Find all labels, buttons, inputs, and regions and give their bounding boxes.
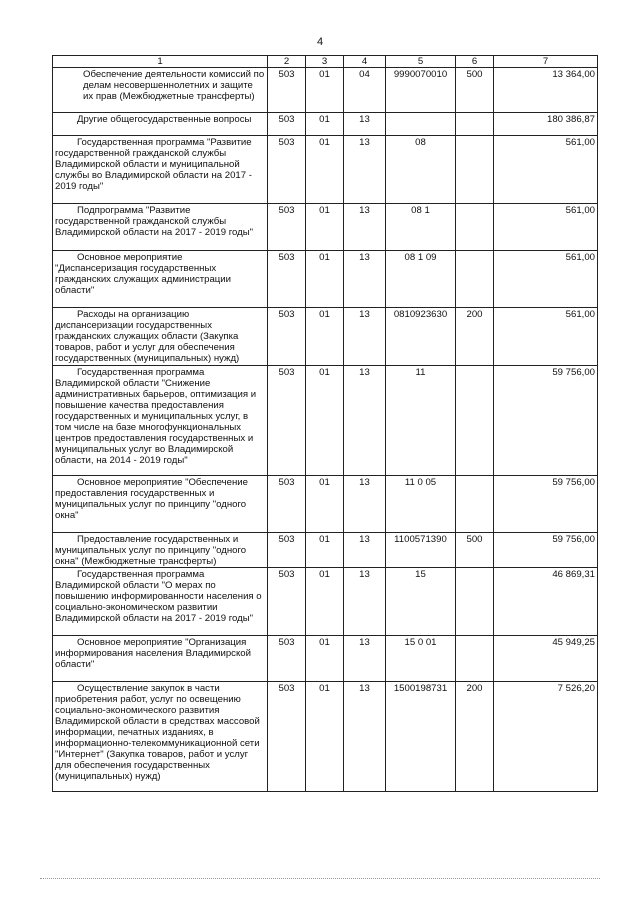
row-vr: 200: [456, 682, 494, 792]
row-pr: 13: [344, 308, 386, 366]
row-sum: 45 949,25: [494, 636, 598, 682]
row-ved: 503: [268, 533, 306, 568]
row-sum: 59 756,00: [494, 366, 598, 476]
row-ved: 503: [268, 476, 306, 533]
page-edge-divider: [40, 878, 600, 879]
row-vr: [456, 251, 494, 308]
row-name: Расходы на организацию диспансеризации государственных гражданских служащих области (Закупка товаров, работ и услуг для обеспечения государственных (муниципальных) нужд): [53, 308, 268, 366]
row-sum: 561,00: [494, 308, 598, 366]
row-ved: 503: [268, 682, 306, 792]
row-rz: 01: [306, 308, 344, 366]
row-ved: 503: [268, 251, 306, 308]
row-csr: [386, 113, 456, 136]
row-vr: [456, 636, 494, 682]
table-row: [53, 476, 598, 533]
row-name: Основное мероприятие "Обеспечение предоставления государственных и муниципальных услуг по принципу "одного окна": [53, 476, 268, 533]
row-pr: 13: [344, 682, 386, 792]
row-vr: 500: [456, 68, 494, 113]
row-csr: 11 0 05: [386, 476, 456, 533]
row-csr: 11: [386, 366, 456, 476]
row-pr: 13: [344, 476, 386, 533]
row-pr: 13: [344, 568, 386, 636]
row-csr: 15 0 01: [386, 636, 456, 682]
row-rz: 01: [306, 366, 344, 476]
row-name: Подпрограмма "Развитие государственной гражданской службы Владимирской области на 2017 - 2019 годы": [53, 204, 268, 251]
row-rz: 01: [306, 113, 344, 136]
row-vr: 500: [456, 533, 494, 568]
row-name: Государственная программа Владимирской области "Снижение административных барьеров, оптимизация и повышение качества предоставления государственных и муниципальных услуг, в том числе на базе многофункциональных центров предоставления государственных и муниципальных услуг во Владимирской области, на 2014 - 2019 годы": [53, 366, 268, 476]
row-vr: [456, 204, 494, 251]
header-col-5: 5: [386, 56, 456, 68]
row-ved: 503: [268, 136, 306, 204]
row-rz: 01: [306, 251, 344, 308]
row-sum: 561,00: [494, 251, 598, 308]
row-sum: 561,00: [494, 136, 598, 204]
row-pr: 13: [344, 533, 386, 568]
row-sum: 13 364,00: [494, 68, 598, 113]
row-pr: 13: [344, 136, 386, 204]
row-name: Государственная программа Владимирской области "О мерах по повышению информированности населения о социально-экономическом развитии Владимирской области на 2017 - 2019 годы": [53, 568, 268, 636]
table-row: [53, 308, 598, 366]
table-row: [53, 204, 598, 251]
row-pr: 13: [344, 204, 386, 251]
row-sum: 561,00: [494, 204, 598, 251]
header-row: [53, 56, 598, 68]
table-row: [53, 682, 598, 792]
row-sum: 46 869,31: [494, 568, 598, 636]
table-row: [53, 533, 598, 568]
row-pr: 13: [344, 636, 386, 682]
row-csr: 1500198731: [386, 682, 456, 792]
row-ved: 503: [268, 68, 306, 113]
row-rz: 01: [306, 476, 344, 533]
header-col-3: 3: [306, 56, 344, 68]
row-sum: 59 756,00: [494, 476, 598, 533]
row-csr: 9990070010: [386, 68, 456, 113]
row-vr: [456, 136, 494, 204]
row-name: Предоставление государственных и муниципальных услуг по принципу "одного окна" (Межбюджетные трансферты): [53, 533, 268, 568]
row-rz: 01: [306, 636, 344, 682]
header-col-7: 7: [494, 56, 598, 68]
row-ved: 503: [268, 113, 306, 136]
row-pr: 13: [344, 113, 386, 136]
row-csr: 08 1: [386, 204, 456, 251]
row-rz: 01: [306, 68, 344, 113]
row-rz: 01: [306, 568, 344, 636]
row-rz: 01: [306, 682, 344, 792]
row-csr: 08: [386, 136, 456, 204]
row-vr: [456, 568, 494, 636]
header-col-6: 6: [456, 56, 494, 68]
row-rz: 01: [306, 533, 344, 568]
row-name: Другие общегосударственные вопросы: [53, 113, 268, 136]
row-ved: 503: [268, 366, 306, 476]
row-vr: 200: [456, 308, 494, 366]
budget-table: [52, 55, 598, 792]
row-sum: 180 386,87: [494, 113, 598, 136]
row-rz: 01: [306, 204, 344, 251]
row-pr: 13: [344, 251, 386, 308]
row-vr: [456, 366, 494, 476]
row-csr: 0810923630: [386, 308, 456, 366]
row-sum: 59 756,00: [494, 533, 598, 568]
table-row: [53, 136, 598, 204]
row-sum: 7 526,20: [494, 682, 598, 792]
row-csr: 1100571390: [386, 533, 456, 568]
row-pr: 04: [344, 68, 386, 113]
table-row: [53, 568, 598, 636]
row-ved: 503: [268, 204, 306, 251]
row-vr: [456, 476, 494, 533]
header-col-2: 2: [268, 56, 306, 68]
row-pr: 13: [344, 366, 386, 476]
row-csr: 08 1 09: [386, 251, 456, 308]
row-ved: 503: [268, 568, 306, 636]
table-row: [53, 636, 598, 682]
row-ved: 503: [268, 308, 306, 366]
header-col-1: 1: [53, 56, 268, 68]
row-name: Обеспечение деятельности комиссий по делам несовершеннолетних и защите их прав (Межбюджетные трансферты): [53, 68, 268, 113]
table-row: [53, 68, 598, 113]
row-name: Государственная программа "Развитие государственной гражданской службы Владимирской области и муниципальной службы во Владимирской области на 2017 - 2019 годы": [53, 136, 268, 204]
row-csr: 15: [386, 568, 456, 636]
page-number: 4: [316, 36, 324, 48]
row-vr: [456, 113, 494, 136]
row-name: Основное мероприятие "Организация информирования населения Владимирской области": [53, 636, 268, 682]
row-name: Осуществление закупок в части приобретения работ, услуг по освещению социально-экономического развития Владимирской области в средствах массовой информации, печатных изданиях, в информационно-телекоммуникационной сети "Интернет" (Закупка товаров, работ и услуг для обеспечения государственных (муниципальных) нужд): [53, 682, 268, 792]
row-rz: 01: [306, 136, 344, 204]
header-col-4: 4: [344, 56, 386, 68]
table-row: [53, 251, 598, 308]
row-ved: 503: [268, 636, 306, 682]
row-name: Основное мероприятие "Диспансеризация государственных гражданских служащих администрации области": [53, 251, 268, 308]
table-row: [53, 113, 598, 136]
table-row: [53, 366, 598, 476]
